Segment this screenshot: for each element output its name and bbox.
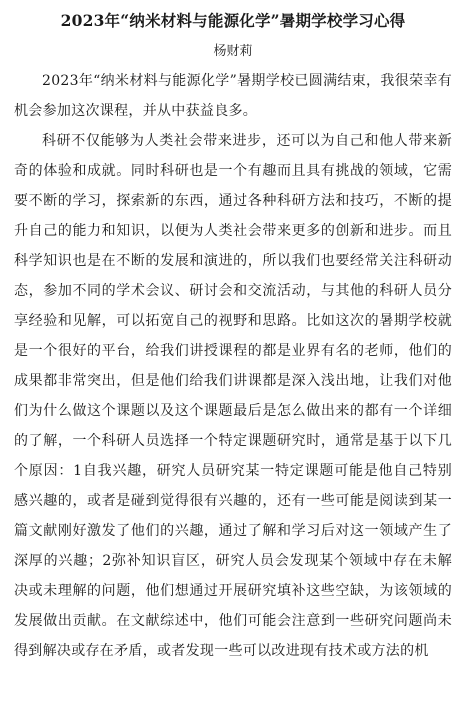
author-name: 杨财莉	[213, 44, 253, 59]
paragraph-intro: 2023年“纳米材料与能源化学”暑期学校已圆满结束，我很荣幸有机会参加这次课程，并从中获益良多。	[14, 73, 452, 119]
document-title: 2023年“纳米材料与能源化学”暑期学校学习心得	[60, 11, 406, 30]
paragraph-body: 科研不仅能够为人类社会带来进步，还可以为自己和他人带来新奇的体验和成就。同时科研也是一个有趣而且具有挑战的领域，它需要不断的学习，探索新的东西，通过各种科研方法和技巧，不断的提升自己的能力和知识，以便为人类社会带来更多的创新和进步。而且科学知识也是在不断的发展和演进的，所以我们也要经常关注科研动态，参加不同的学术会议、研讨会和交流活动，与其他的科研人员分享经验和见解，可以拓宽自己的视野和思路。比如这次的暑期学校就是一个很好的平台，给我们讲授课程的都是业界有名的老师，他们的成果都非常突出，但是他们给我们讲课都是深入浅出地，让我们对他们为什么做这个课题以及这个课题最后是怎么做出来的都有一个详细的了解，一个科研人员选择一个特定课题研究时，通常是基于以下几个原因：1自我兴趣，研究人员研究某一特定课题可能是他自己特别感兴趣的，或者是碰到觉得很有兴趣的，还有一些可能是阅读到某一篇文献刚好激发了他们的兴趣，通过了解和学习后对这一领域产生了深厚的兴趣；2弥补知识盲区，研究人员会发现某个领域中存在未解决或未理解的问题，他们想通过开展研究填补这些空缺，为该领域的发展做出贡献。在文献综述中，他们可能会注意到一些研究问题尚未得到解决或存在矛盾，或者发现一些可以改进现有技术或方法的机	[14, 133, 452, 659]
